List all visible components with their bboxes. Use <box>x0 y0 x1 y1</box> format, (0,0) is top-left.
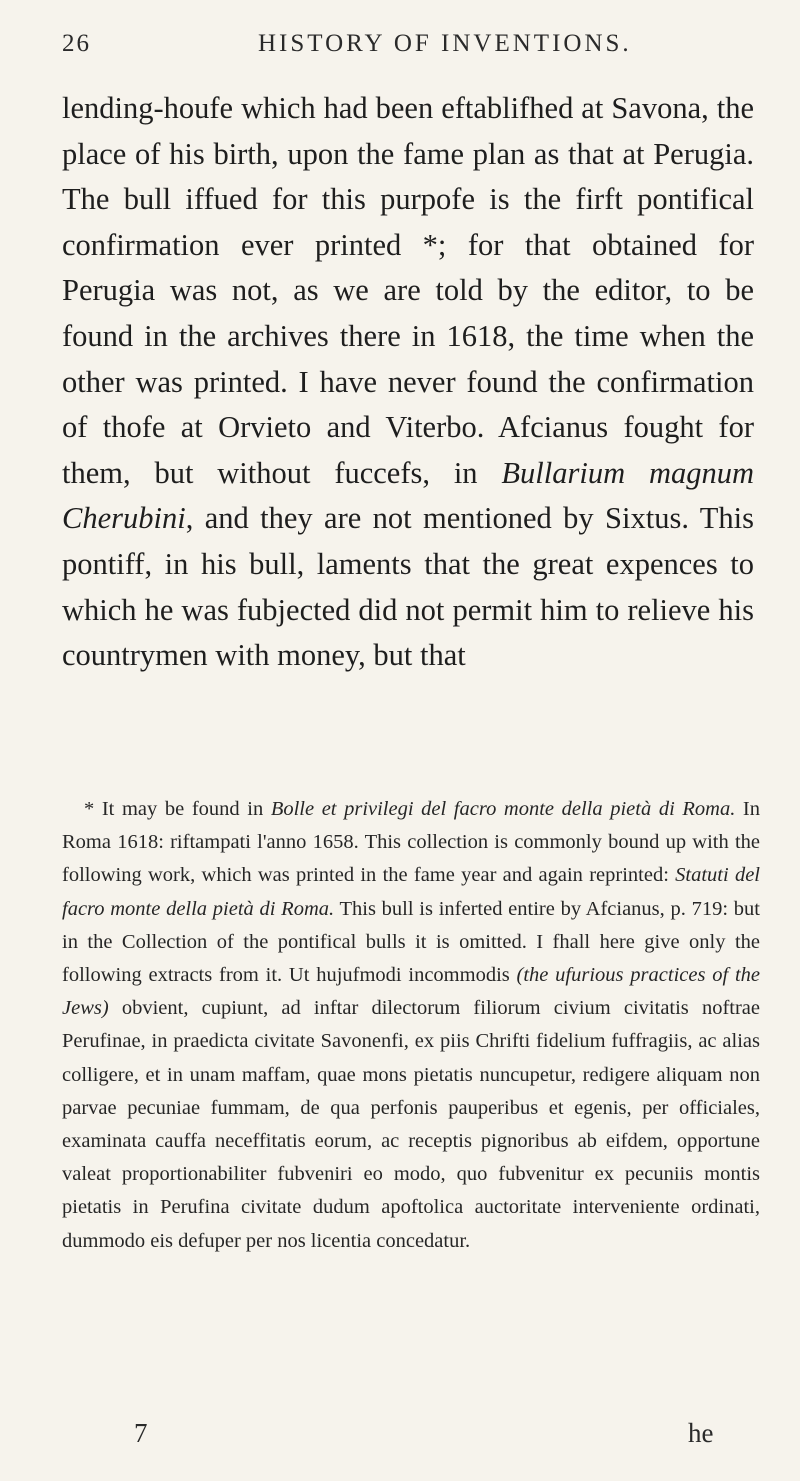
footnote-text: * It may be found in <box>84 798 271 820</box>
footnote <box>62 793 760 1258</box>
main-text <box>62 86 754 679</box>
footnote-italic: Statuti del facro monte della pietà di Roma. <box>62 864 761 920</box>
body-text: lending-houfe which had been eftablifhed at Savona, the place of his birth, upon the fame plan as that at Perugia. The bull iffued for this purpofe is the firft pontifical confirmation ever printed *; for that obtained for Perugia was not, as we are told by the editor, to be found in the archives there in 1618, the time when the other was printed. I have never found the confirmation of thofe at Orvieto and Viterbo. Afcianus fought for them, but without fuccefs, in <box>62 91 754 490</box>
footnote-text: obvient, cupiunt, ad inftar dilectorum filiorum civium civitatis noftrae Perufinae, in praedicta civitate Savonenfi, ex piis Chrifti fidelium fuffragiis, ac alias colligere, et in unam maffam, quae mons pietatis nuncupetur, redigere aliquam non parvae pecuniae fummam, de qua perfonis pauperibus et egenis, per officiales, examinata cauffa neceffitatis eorum, ac receptis pignoribus ab eifdem, opportune valeat proportionabiliter fubveniri eo modo, quo fubvenitur ex pecuniis montis pietatis in Perufina civitate dudum apoftolica auctoritate interveniente ordinati, dummodo eis defuper per nos licentia concedatur. <box>62 997 760 1252</box>
body-paragraph <box>62 86 754 679</box>
page-number: 26 <box>62 30 91 57</box>
catchword: he <box>688 1418 714 1448</box>
footnote-paragraph <box>62 793 760 1258</box>
signature-mark: 7 <box>134 1418 148 1448</box>
body-italic-title: Bullarium magnum Cherubini <box>62 455 754 536</box>
body-text: , and they are not mentioned by Sixtus. This pontiff, in his bull, laments that the great expences to which he was fubjected did not permit him to relieve his countrymen with money, but that <box>62 501 754 673</box>
running-head: HISTORY OF INVENTIONS. <box>258 30 632 57</box>
footnote-italic: Bolle et privilegi del facro monte della pietà di Roma. <box>270 798 736 820</box>
footnote-text: In Roma 1618: riftampati l'anno 1658. This collection is commonly bound up with the following work, which was printed in the fame year and again reprinted: <box>62 798 761 887</box>
footnote-text: This bull is inferted entire by Afcianus, p. 719: but in the Collection of the pontifical bulls it is omitted. I fhall here give only the following extracts from it. Ut hujufmodi incommodis <box>62 897 760 987</box>
footnote-italic: (the ufurious practices of the Jews) <box>62 964 760 1020</box>
